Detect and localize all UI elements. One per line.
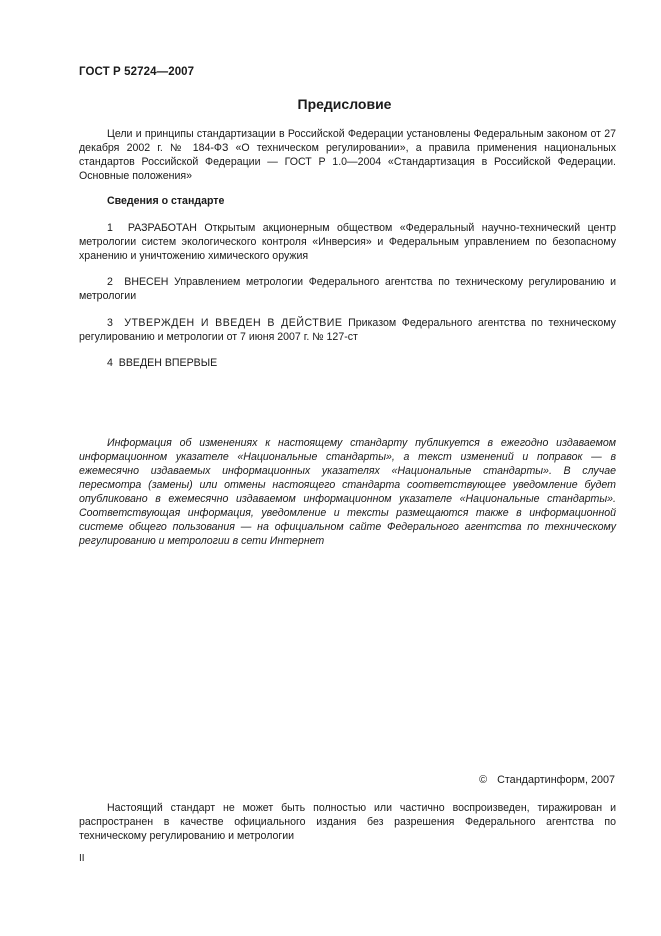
reproduction-notice — [79, 801, 616, 843]
reproduction-notice-text: Настоящий стандарт не может быть полностью или частично воспроизведен, тиражирован и распространен в качестве официального издания без разрешения Федерального агентства по техническому регулированию и метрологии — [79, 802, 616, 842]
item-4-number: 4 — [107, 357, 113, 369]
item-2 — [79, 275, 616, 303]
item-3-text: Приказом Федерального агентства по техническому регулированию и метрологии от 7 июня 2007 г. № 127-ст — [79, 317, 616, 343]
copyright-line — [479, 774, 615, 786]
info-notice-text: Информация об изменениях к настоящему стандарту публикуется в ежегодно издаваемом информационном указателе «Национальные стандарты», а текст изменений и поправок — в ежемесячно издаваемых информационных указателях «Национальные стандарты». В случае пересмотра (замены) или отмены настоящего стандарта соответствующее уведомление будет опубликовано в ежемесячно издаваемом информационном указателе «Национальные стандарты». Соответствующая информация, уведомление и тексты размещаются также в информационной системе общего пользования — на официальном сайте Федерального агентства по техническому регулированию и метрологии в сети Интернет — [79, 437, 616, 547]
item-2-label: ВНЕСЕН — [124, 276, 169, 288]
item-3-label: УТВЕРЖДЕН И ВВЕДЕН В ДЕЙСТВИЕ — [124, 317, 343, 329]
item-1-text: Открытым акционерным обществом «Федеральный научно-технический центр метрологии систем экологического контроля «Инверсия» и Федеральным управлением по безопасному хранению и уничтожению химического оружия — [79, 222, 616, 262]
item-1-label: РАЗРАБОТАН — [127, 222, 197, 234]
intro-text: Цели и принципы стандартизации в Российской Федерации установлены Федеральным законом от 27 декабря 2002 г. № 184-ФЗ «О техническом регулировании», а правила применения национальных стандартов Российской Федерации — ГОСТ Р 1.0—2004 «Стандартизация в Российской Федерации. Основные положения» — [79, 128, 616, 182]
subheading: Сведения о стандарте — [107, 195, 225, 207]
intro-paragraph — [79, 127, 616, 183]
copyright-text: Стандартинформ, 2007 — [497, 774, 615, 786]
item-4 — [79, 356, 616, 370]
document-code-header: ГОСТ Р 52724—2007 — [79, 66, 195, 78]
item-2-text: Управлением метрологии Федерального агентства по техническому регулированию и метрологии — [79, 276, 616, 302]
item-3-number: 3 — [107, 317, 113, 329]
item-1 — [79, 221, 616, 263]
item-2-number: 2 — [107, 276, 113, 288]
item-4-label: ВВЕДЕН ВПЕРВЫЕ — [118, 357, 218, 369]
page-title: Предисловие — [297, 96, 392, 112]
info-notice — [79, 436, 616, 548]
item-1-number: 1 — [107, 222, 113, 234]
subheading-block — [79, 194, 616, 208]
page-number: II — [79, 853, 85, 864]
copyright-symbol: © — [479, 774, 488, 786]
item-3 — [79, 316, 616, 344]
